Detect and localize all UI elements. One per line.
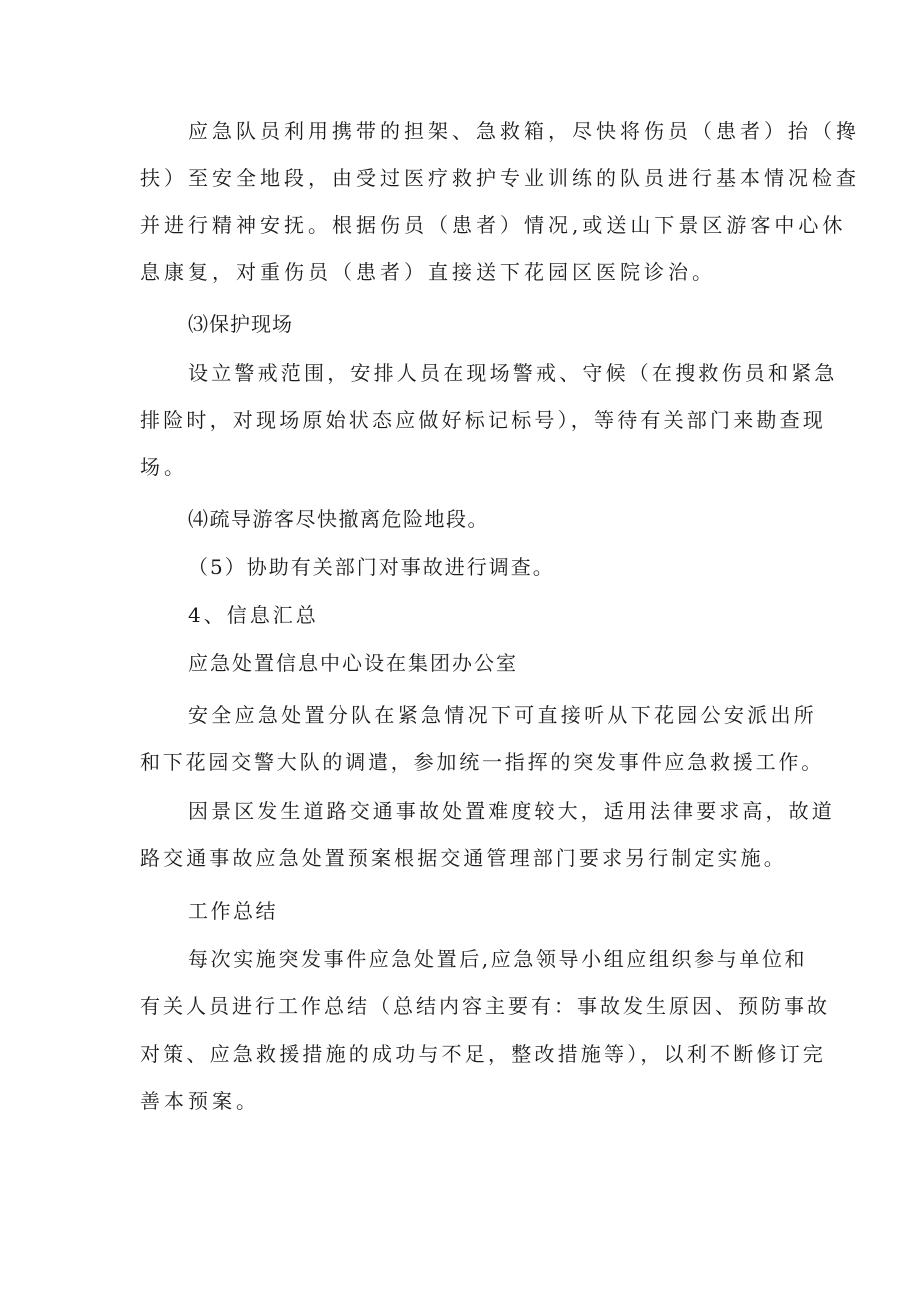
paragraph-line: 和下花园交警大队的调遣，参加统一指挥的突发事件应急救援工作。 bbox=[140, 750, 824, 774]
paragraph-line: 善本预案。 bbox=[140, 1089, 260, 1113]
paragraph-line: 设立警戒范围，安排人员在现场警戒、守候（在搜救伤员和紧急 bbox=[188, 361, 838, 385]
paragraph-line: 每次实施突发事件应急处置后,应急领导小组应组织参与单位和 bbox=[188, 947, 808, 971]
section-heading: ⑷疏导游客尽快撤离危险地段。 bbox=[188, 507, 489, 531]
paragraph-line: 因景区发生道路交通事故处置难度较大，适用法律要求高，故道 bbox=[188, 799, 835, 823]
paragraph-line: 路交通事故应急处置预案根据交通管理部门要求另行制定实施。 bbox=[140, 846, 787, 870]
paragraph-line: 并进行精神安抚。根据伤员（患者）情况,或送山下景区游客中心休 bbox=[140, 213, 847, 237]
paragraph-line: 对策、应急救援措施的成功与不足，整改措施等），以利不断修订完 bbox=[140, 1042, 826, 1066]
paragraph-line: 应急处置信息中心设在集团办公室 bbox=[188, 651, 518, 675]
paragraph-line: 息康复，对重伤员（患者）直接送下花园区医院诊治。 bbox=[140, 260, 716, 284]
paragraph-line: 扶）至安全地段，由受过医疗救护专业训练的队员进行基本情况检查 bbox=[140, 166, 860, 190]
section-heading: （5）协助有关部门对事故进行调查。 bbox=[188, 555, 555, 579]
paragraph-line: 排险时，对现场原始状态应做好标记标号），等待有关部门来勘查现 bbox=[140, 408, 826, 432]
paragraph-line: 场。 bbox=[140, 455, 188, 479]
paragraph-line: 安全应急处置分队在紧急情况下可直接听从下花园公安派出所 bbox=[188, 703, 818, 727]
paragraph-line: 有关人员进行工作总结（总结内容主要有：事故发生原因、预防事故 bbox=[140, 994, 830, 1018]
section-heading: 4、信息汇总 bbox=[188, 603, 319, 627]
section-heading: 工作总结 bbox=[188, 899, 278, 923]
section-heading: ⑶保护现场 bbox=[188, 312, 293, 336]
paragraph-line: 应急队员利用携带的担架、急救箱，尽快将伤员（患者）抬（搀 bbox=[188, 119, 860, 143]
